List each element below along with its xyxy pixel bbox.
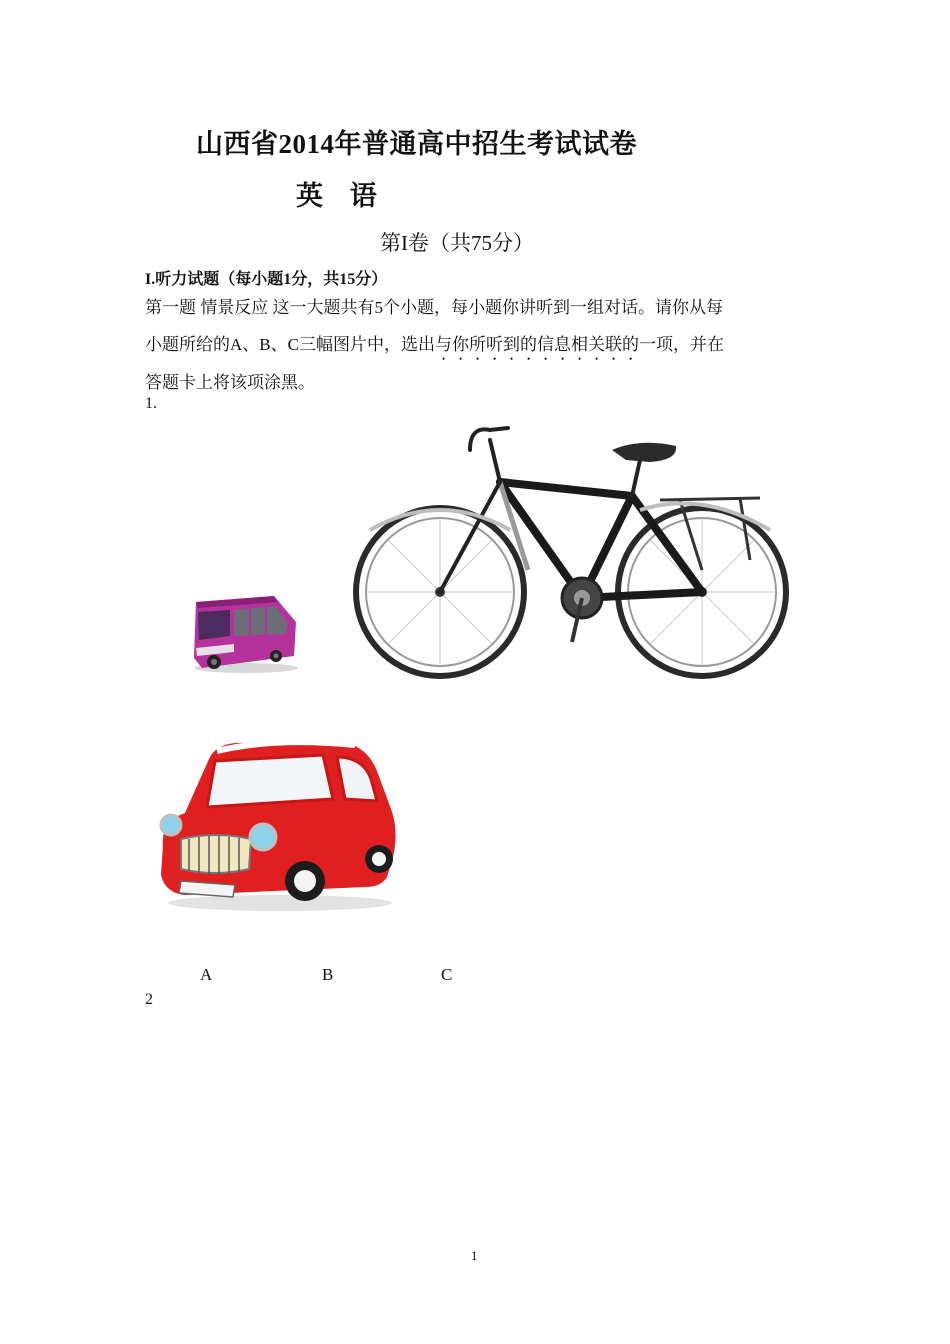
question-number-2: 2 <box>145 991 153 1008</box>
bicycle-image <box>350 420 800 685</box>
instructions-line-2: 小题所给的A、B、C三幅图片中，选出与你所听到的信息相关联的一项，并在 <box>145 335 724 354</box>
car-image <box>155 735 400 913</box>
bus-image <box>190 592 302 674</box>
subject-title: 英 语 <box>296 181 387 211</box>
page-number: 1 <box>471 1248 478 1263</box>
part-heading: 第I卷（共75分） <box>380 231 534 255</box>
instructions-line-1: 第一题 情景反应 这一大题共有5个小题，每小题你讲听到一组对话。请你从每 <box>145 298 723 317</box>
exam-title: 山西省2014年普通高中招生考试试卷 <box>196 129 637 159</box>
option-label-b: B <box>322 965 334 984</box>
question-number-1: 1. <box>145 395 157 412</box>
emphasized-text: 与你所听到的信息相关联的 <box>434 335 639 354</box>
instructions-line-3: 答题卡上将该项涂黑。 <box>145 373 315 392</box>
option-label-a: A <box>200 965 213 984</box>
instructions <box>145 289 810 401</box>
section-heading: I.听力试题（每小题1分，共15分） <box>145 271 388 288</box>
option-label-c: C <box>441 965 453 984</box>
